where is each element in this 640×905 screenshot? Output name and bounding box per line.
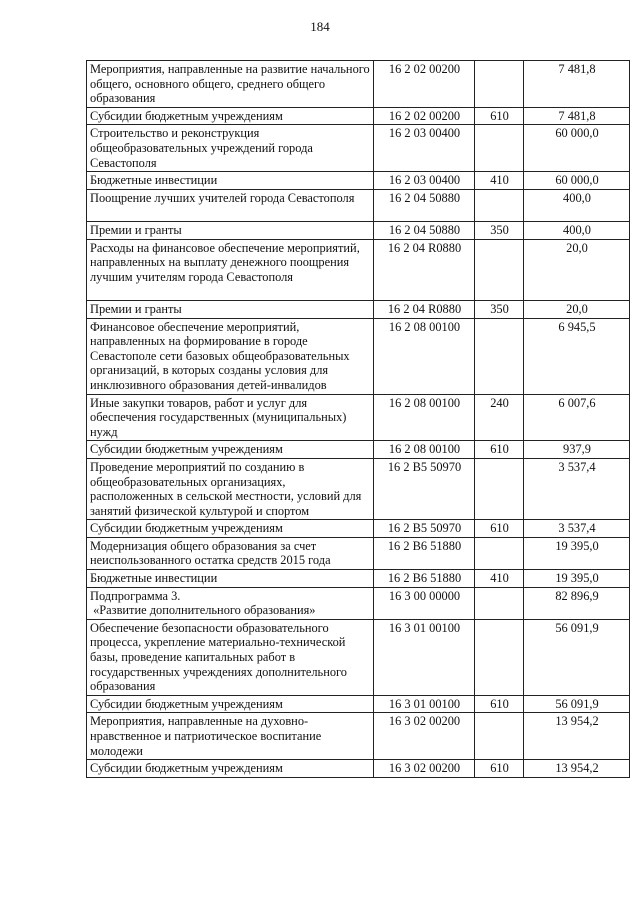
table-row <box>87 300 630 318</box>
row-target-code: 16 2 B6 51880 <box>374 537 475 569</box>
table-row <box>87 760 630 778</box>
row-name: Расходы на финансовое обеспечение мероприятий, направленных на выплату денежного поощрения лучшим учителям города Севастополя <box>87 239 374 300</box>
row-expense-type <box>475 713 524 760</box>
row-expense-type: 410 <box>475 570 524 588</box>
row-target-code: 16 2 B6 51880 <box>374 570 475 588</box>
row-amount: 400,0 <box>524 221 630 239</box>
row-amount: 60 000,0 <box>524 125 630 172</box>
row-name: Мероприятия, направленные на духовно-нравственное и патриотическое воспитание молодежи <box>87 713 374 760</box>
table-row <box>87 587 630 619</box>
row-name: Субсидии бюджетным учреждениям <box>87 760 374 778</box>
row-name: Премии и гранты <box>87 300 374 318</box>
row-target-code: 16 2 08 00100 <box>374 394 475 441</box>
table-row <box>87 441 630 459</box>
row-name: Подпрограмма 3. «Развитие дополнительного образования» <box>87 587 374 619</box>
row-expense-type: 610 <box>475 520 524 538</box>
row-amount: 400,0 <box>524 189 630 221</box>
row-name: Строительство и реконструкция общеобразовательных учреждений города Севастополя <box>87 125 374 172</box>
row-amount: 20,0 <box>524 300 630 318</box>
row-expense-type <box>475 61 524 108</box>
row-target-code: 16 3 02 00200 <box>374 760 475 778</box>
row-target-code: 16 2 08 00100 <box>374 441 475 459</box>
row-amount: 19 395,0 <box>524 570 630 588</box>
row-expense-type: 240 <box>475 394 524 441</box>
row-target-code: 16 2 02 00200 <box>374 61 475 108</box>
row-target-code: 16 2 B5 50970 <box>374 458 475 519</box>
row-name: Бюджетные инвестиции <box>87 570 374 588</box>
row-amount: 60 000,0 <box>524 172 630 190</box>
page-number: 184 <box>310 19 330 34</box>
row-name: Обеспечение безопасности образовательного процесса, укрепление материально-технической базы, проведение капитальных работ в государственных учреждениях дополнительного образования <box>87 619 374 695</box>
row-amount: 20,0 <box>524 239 630 300</box>
row-name: Мероприятия, направленные на развитие начального общего, основного общего, среднего общего образования <box>87 61 374 108</box>
row-expense-type: 610 <box>475 695 524 713</box>
row-target-code: 16 2 04 50880 <box>374 221 475 239</box>
row-amount: 56 091,9 <box>524 619 630 695</box>
table-row <box>87 537 630 569</box>
row-amount: 13 954,2 <box>524 713 630 760</box>
table-row <box>87 713 630 760</box>
row-target-code: 16 2 02 00200 <box>374 107 475 125</box>
row-name: Субсидии бюджетным учреждениям <box>87 441 374 459</box>
row-expense-type: 350 <box>475 300 524 318</box>
row-amount: 6 007,6 <box>524 394 630 441</box>
row-amount: 56 091,9 <box>524 695 630 713</box>
table-row <box>87 520 630 538</box>
row-expense-type <box>475 619 524 695</box>
row-amount: 7 481,8 <box>524 107 630 125</box>
table-row <box>87 61 630 108</box>
row-expense-type: 610 <box>475 760 524 778</box>
row-amount: 6 945,5 <box>524 318 630 394</box>
row-amount: 3 537,4 <box>524 458 630 519</box>
row-name: Модернизация общего образования за счет неиспользованного остатка средств 2015 года <box>87 537 374 569</box>
row-target-code: 16 2 03 00400 <box>374 172 475 190</box>
table-row <box>87 318 630 394</box>
table-row <box>87 695 630 713</box>
table-row <box>87 172 630 190</box>
row-target-code: 16 2 04 R0880 <box>374 300 475 318</box>
table-row <box>87 619 630 695</box>
row-name: Субсидии бюджетным учреждениям <box>87 107 374 125</box>
row-expense-type <box>475 189 524 221</box>
row-amount: 19 395,0 <box>524 537 630 569</box>
row-name: Поощрение лучших учителей города Севастополя <box>87 189 374 221</box>
row-expense-type <box>475 318 524 394</box>
row-expense-type: 610 <box>475 441 524 459</box>
row-amount: 82 896,9 <box>524 587 630 619</box>
table-row <box>87 239 630 300</box>
row-target-code: 16 2 03 00400 <box>374 125 475 172</box>
row-amount: 13 954,2 <box>524 760 630 778</box>
row-target-code: 16 2 08 00100 <box>374 318 475 394</box>
row-amount: 3 537,4 <box>524 520 630 538</box>
row-target-code: 16 3 01 00100 <box>374 619 475 695</box>
budget-table-body <box>87 61 630 778</box>
row-expense-type <box>475 587 524 619</box>
row-expense-type <box>475 125 524 172</box>
row-expense-type: 410 <box>475 172 524 190</box>
table-row <box>87 189 630 221</box>
table-row <box>87 394 630 441</box>
row-target-code: 16 3 00 00000 <box>374 587 475 619</box>
row-name: Бюджетные инвестиции <box>87 172 374 190</box>
row-name: Субсидии бюджетным учреждениям <box>87 695 374 713</box>
table-row <box>87 221 630 239</box>
row-expense-type: 350 <box>475 221 524 239</box>
row-name: Иные закупки товаров, работ и услуг для обеспечения государственных (муниципальных) нужд <box>87 394 374 441</box>
row-target-code: 16 3 01 00100 <box>374 695 475 713</box>
row-expense-type <box>475 239 524 300</box>
table-row <box>87 107 630 125</box>
row-amount: 7 481,8 <box>524 61 630 108</box>
row-target-code: 16 2 B5 50970 <box>374 520 475 538</box>
table-row <box>87 125 630 172</box>
budget-table <box>86 60 630 778</box>
row-target-code: 16 2 04 50880 <box>374 189 475 221</box>
row-target-code: 16 2 04 R0880 <box>374 239 475 300</box>
table-row <box>87 570 630 588</box>
row-expense-type: 610 <box>475 107 524 125</box>
table-row <box>87 458 630 519</box>
row-name: Субсидии бюджетным учреждениям <box>87 520 374 538</box>
row-name: Премии и гранты <box>87 221 374 239</box>
row-name: Проведение мероприятий по созданию в общеобразовательных организациях, расположенных в сельской местности, условий для занятий физической культурой и спортом <box>87 458 374 519</box>
row-expense-type <box>475 458 524 519</box>
row-expense-type <box>475 537 524 569</box>
row-name: Финансовое обеспечение мероприятий, направленных на формирование в городе Севастополе сети базовых общеобразовательных организаций, в которых созданы условия для инклюзивного образования детей-инвалидов <box>87 318 374 394</box>
row-target-code: 16 3 02 00200 <box>374 713 475 760</box>
row-amount: 937,9 <box>524 441 630 459</box>
